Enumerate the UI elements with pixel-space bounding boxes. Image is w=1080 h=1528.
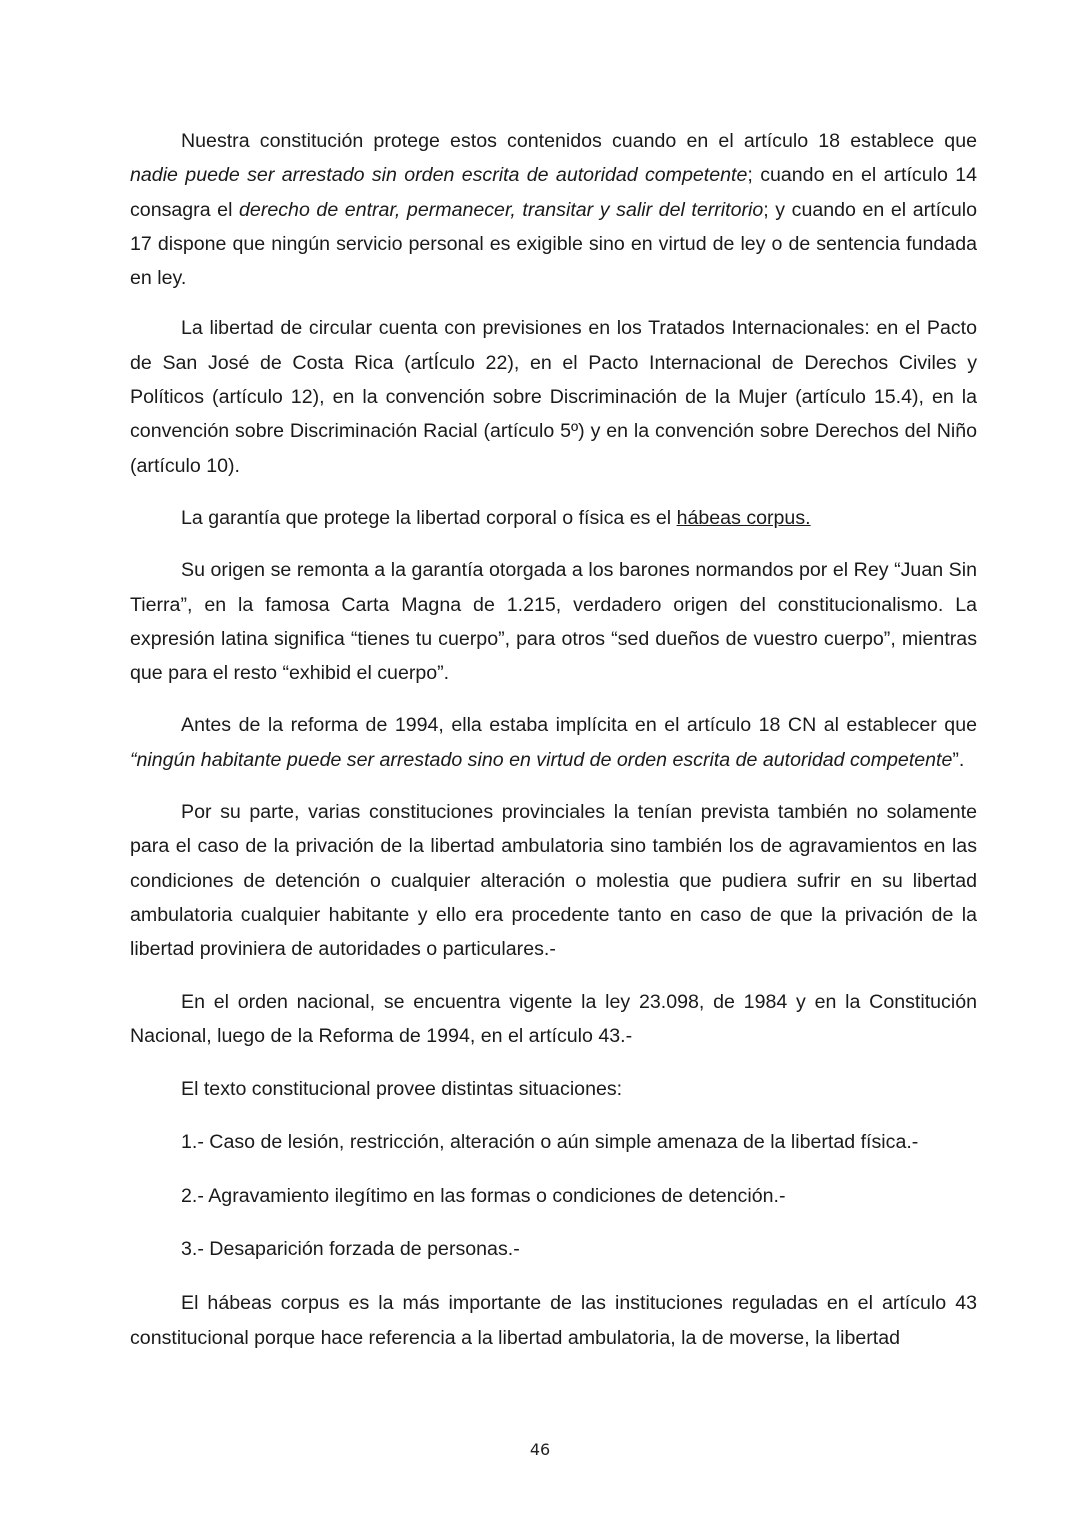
- page-number: 46: [529, 1440, 551, 1459]
- list-item: 3.- Desaparición forzada de personas.-: [181, 1238, 520, 1261]
- paragraph-habeas-importance: El hábeas corpus es la más importante de las instituciones reguladas en el artículo 43 constitucional porque hace referencia a la libertad ambulatoria, la de moverse, la libertad: [130, 1292, 977, 1349]
- list-item: 2.- Agravamiento ilegítimo en las formas o condiciones de detención.-: [181, 1184, 786, 1207]
- italic-quote: “ningún habitante puede ser arrestado sino en virtud de orden escrita de autoridad competente: [130, 748, 953, 771]
- italic-quote: derecho de entrar, permanecer, transitar y salir del territorio: [239, 198, 764, 221]
- text-span: ”.: [952, 748, 965, 771]
- text-span: Antes de la reforma de 1994, ella estaba implícita en el artículo 18 CN al establecer que: [181, 714, 977, 737]
- list-item: 1.- Caso de lesión, restricción, alteración o aún simple amenaza de la libertad física.-: [181, 1131, 919, 1154]
- text-span: Nuestra constitución protege estos contenidos cuando en el artículo 18 establece que: [181, 130, 977, 152]
- paragraph-origin: Su origen se remonta a la garantía otorgada a los barones normandos por el Rey “Juan Sin Tierra”, en la famosa Carta Magna de 1.215, verdadero origen del constitucionalismo. La expresión latina significa “tienes tu cuerpo”, para otros “sed dueños de vuestro cuerpo”, mientras que para el resto “exhibid el cuerpo”.: [130, 559, 977, 685]
- paragraph-habeas-corpus-guarantee: [130, 501, 977, 535]
- paragraph-constitution-protection: [130, 124, 977, 295]
- text-span: La garantía que protege la libertad corporal o física es el: [181, 506, 677, 529]
- page-body: [130, 124, 977, 1355]
- paragraph-international-treaties: La libertad de circular cuenta con previsiones en los Tratados Internacionales: en el Pacto de San José de Costa Rica (artÍculo 22), en el Pacto Internacional de Derechos Civiles y Políticos (artículo 12), en la convención sobre Discriminación de la Mujer (artículo 15.4), en la convención sobre Discriminación Racial (artículo 5º) y en la convención sobre Derechos del Niño (artículo 10).: [130, 317, 977, 477]
- underlined-term: hábeas corpus.: [676, 506, 811, 529]
- text-span: ; y cuando en el artículo 17 dispone que ningún servicio personal es exigible sino en virtud de ley o de sentencia fundada en ley.: [130, 198, 977, 290]
- paragraph-national-order: En el orden nacional, se encuentra vigente la ley 23.098, de 1984 y en la Constitución Nacional, luego de la Reforma de 1994, en el artículo 43.-: [130, 990, 977, 1047]
- italic-quote: nadie puede ser arrestado sin orden escrita de autoridad competente: [130, 164, 748, 187]
- paragraph-situations-intro: El texto constitucional provee distintas situaciones:: [181, 1078, 623, 1101]
- paragraph-before-reform: [130, 708, 977, 777]
- paragraph-provincial-constitutions: Por su parte, varias constituciones provinciales la tenían prevista también no solamente para el caso de la privación de la libertad ambulatoria sino también los de agravamientos en las condiciones de detención o cualquier alteración o molestia que pudiera sufrir en su libertad ambulatoria cualquier habitante y ello era procedente tanto en caso de que la privación de la libertad proviniera de autoridades o particulares.-: [130, 801, 977, 961]
- text-span: ; cuando en el artículo 14 consagra el: [130, 164, 977, 221]
